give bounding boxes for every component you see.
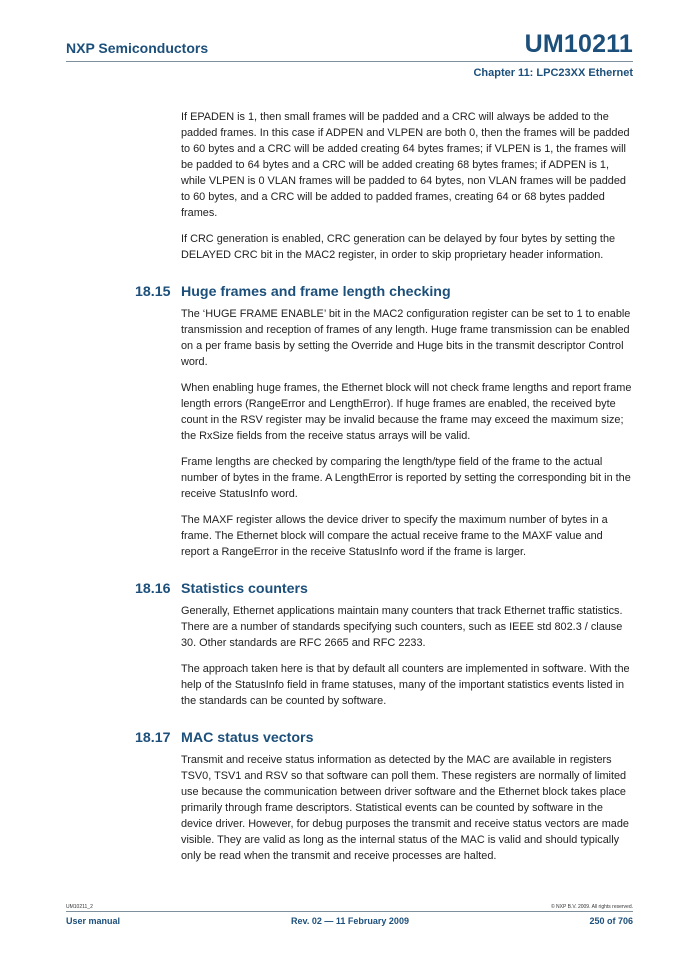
company-name: NXP Semiconductors [66,40,209,56]
footer-doc-type: User manual [66,916,121,926]
header-rule [66,61,633,62]
section-heading [135,283,634,301]
intro-paragraph: If CRC generation is enabled, CRC generation can be delayed by four bytes by setting the DELAYED CRC bit in the MAC2 register, in order to skip proprietary header information. [181,233,616,261]
section-title: MAC status vectors [181,730,314,746]
body-paragraph: Generally, Ethernet applications maintain many counters that track Ethernet traffic statistics. There are a number of standards specifying such counters, such as IEEE std 802.3 / clause 30. Other standards are RFC 2665 and RFC 2233. [181,605,623,649]
body-paragraph: When enabling huge frames, the Ethernet block will not check frame lengths and report frame length errors (RangeError and LengthError). If huge frames are enabled, the received byte count in the RSV register may be invalid because the frame may exceed the maximum size; the RxSize fields from the receive status arrays will be valid. [181,382,632,442]
section-number: 18.16 [135,581,171,597]
footer-doc-code: UM10211_2 [66,904,93,910]
section-heading [135,729,634,747]
footer-page-number: 250 of 706 [589,916,633,926]
section-number: 18.17 [135,730,171,746]
section-title: Statistics counters [181,581,308,597]
chapter-title: Chapter 11: LPC23XX Ethernet [473,67,633,79]
body-paragraph: The MAXF register allows the device driver to specify the maximum number of bytes in a frame. The Ethernet block will compare the actual receive frame to the MAXF value and report a RangeError in the receive StatusInfo word if the frame is larger. [181,514,608,558]
document-id: UM10211 [524,30,633,58]
section-title: Huge frames and frame length checking [181,284,451,300]
footer-revision: Rev. 02 — 11 February 2009 [291,916,409,926]
section-heading [135,580,634,598]
footer-rule [66,911,633,912]
section-number: 18.15 [135,284,171,300]
footer-copyright: © NXP B.V. 2009. All rights reserved. [550,904,633,910]
page-body [135,109,634,874]
body-paragraph: Transmit and receive status information as detected by the MAC are available in registers TSV0, TSV1 and RSV so that software can poll them. These registers are normally of limited use because the communication between driver software and the Ethernet block takes place primarily through frame descriptors. Statistical events can be counted by software in the device driver. However, for debug purposes the transmit and receive status vectors are made visible. They are valid as long as the internal status of the MAC is valid and should typically only be read when the transmit and receive processes are halted. [181,754,629,862]
body-paragraph: The ‘HUGE FRAME ENABLE’ bit in the MAC2 configuration register can be set to 1 to enable transmission and reception of frames of any length. Huge frame transmission can be enabled on a per frame basis by setting the Override and Huge bits in the transmit descriptor Control word. [181,308,631,368]
body-paragraph: The approach taken here is that by default all counters are implemented in software. With the help of the StatusInfo field in frame statuses, many of the important statistics events listed in the standards can be counted by software. [181,663,630,707]
body-paragraph: Frame lengths are checked by comparing the length/type field of the frame to the actual number of bytes in the frame. A LengthError is reported by setting the corresponding bit in the receive StatusInfo word. [181,456,631,500]
intro-paragraph: If EPADEN is 1, then small frames will be padded and a CRC will always be added to the padded frames. In this case if ADPEN and VLPEN are both 0, then the frames will be padded to 60 bytes and a CRC will be added creating 64 bytes frames; if VLPEN is 1, the frames will be padded to 64 bytes and a CRC will be added creating 68 bytes frames; if ADPEN is 1, while VLPEN is 0 VLAN frames will be padded to 64 bytes, non VLAN frames will be padded to 60 bytes, and a CRC will be added to padded frames, creating 64 or 68 bytes padded frames. [181,111,630,219]
